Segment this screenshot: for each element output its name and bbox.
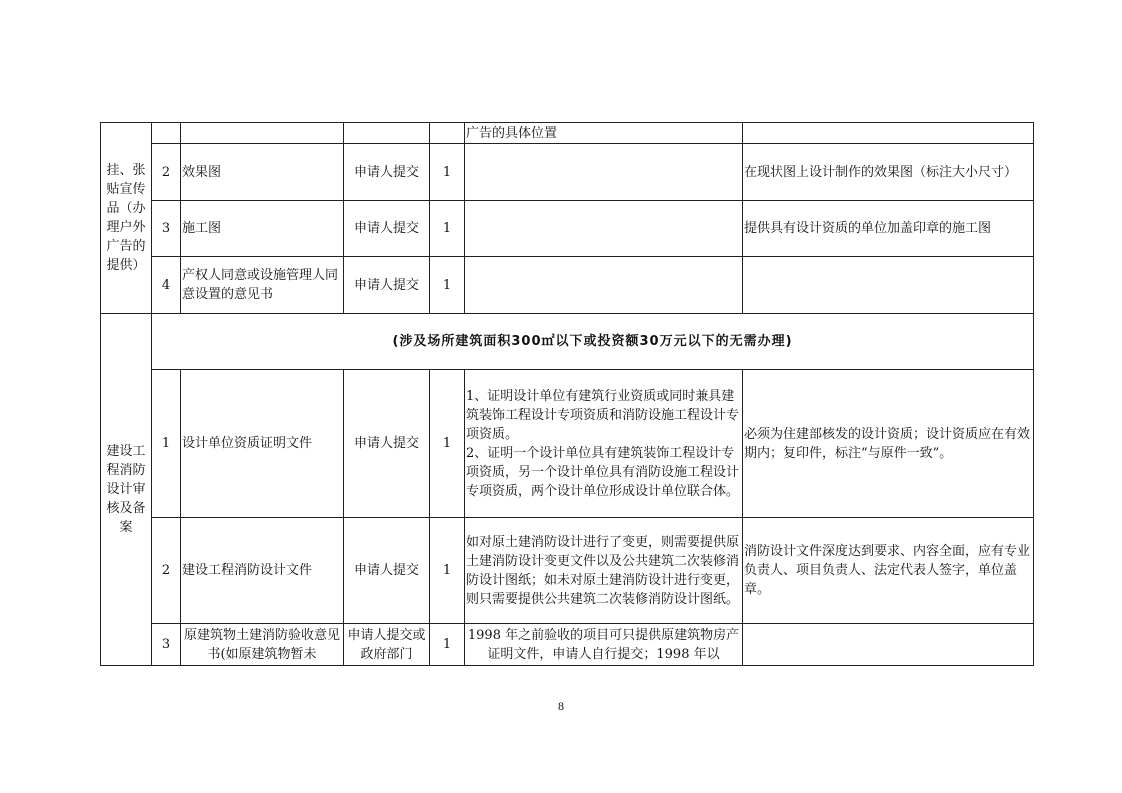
item-number: 1 <box>152 370 181 518</box>
item-name <box>181 123 344 144</box>
table-row <box>101 123 1034 144</box>
item-name: 建设工程消防设计文件 <box>181 518 344 624</box>
item-number <box>152 123 181 144</box>
table-row <box>101 201 1034 257</box>
category-cell: 建设工程消防设计审核及备案 <box>101 314 152 666</box>
page-number: 8 <box>558 699 564 713</box>
item-note: 消防设计文件深度达到要求、内容全面，应有专业负责人、项目负责人、法定代表人签字，单位盖章。 <box>743 518 1034 624</box>
item-note <box>743 257 1034 314</box>
item-submitter: 申请人提交 <box>344 144 430 201</box>
item-requirement: 1998 年之前验收的项目可只提供原建筑物房产证明文件，申请人自行提交；1998 年以 <box>465 624 743 666</box>
table-row <box>101 624 1034 666</box>
item-number: 4 <box>152 257 181 314</box>
item-count: 1 <box>430 624 465 666</box>
item-name: 设计单位资质证明文件 <box>181 370 344 518</box>
item-submitter: 申请人提交或政府部门 <box>344 624 430 666</box>
item-requirement <box>465 257 743 314</box>
item-requirement <box>465 144 743 201</box>
item-submitter <box>344 123 430 144</box>
item-note <box>743 624 1034 666</box>
table-row <box>101 370 1034 518</box>
item-name: 效果图 <box>181 144 344 201</box>
table-row <box>101 257 1034 314</box>
section-banner: (涉及场所建筑面积300㎡以下或投资额30万元以下的无需办理) <box>152 314 1034 370</box>
item-note: 在现状图上设计制作的效果图（标注大小尺寸） <box>743 144 1034 201</box>
item-name: 施工图 <box>181 201 344 257</box>
item-note: 提供具有设计资质的单位加盖印章的施工图 <box>743 201 1034 257</box>
table-row <box>101 314 1034 370</box>
item-submitter: 申请人提交 <box>344 370 430 518</box>
item-submitter: 申请人提交 <box>344 518 430 624</box>
item-number: 2 <box>152 518 181 624</box>
item-count: 1 <box>430 518 465 624</box>
item-note: 必须为住建部核发的设计资质；设计资质应在有效期内；复印件，标注“与原件一致”。 <box>743 370 1034 518</box>
item-number: 3 <box>152 624 181 666</box>
item-count: 1 <box>430 144 465 201</box>
item-count: 1 <box>430 370 465 518</box>
category-cell: 挂、张贴宣传品（办理户外广告的提供） <box>101 123 152 314</box>
item-submitter: 申请人提交 <box>344 201 430 257</box>
item-note <box>743 123 1034 144</box>
item-name: 原建筑物土建消防验收意见书(如原建筑物暂未 <box>181 624 344 666</box>
item-submitter: 申请人提交 <box>344 257 430 314</box>
item-count: 1 <box>430 201 465 257</box>
item-requirement: 1、证明设计单位有建筑行业资质或同时兼具建筑装饰工程设计专项资质和消防设施工程设计专项资质。 2、证明一个设计单位具有建筑装饰工程设计专项资质，另一个设计单位具有消防设施工程设计专项资质，两个设计单位形成设计单位联合体。 <box>465 370 743 518</box>
item-requirement: 如对原土建消防设计进行了变更，则需要提供原土建消防设计变更文件以及公共建筑二次装修消防设计图纸；如未对原土建消防设计进行变更，则只需要提供公共建筑二次装修消防设计图纸。 <box>465 518 743 624</box>
item-number: 2 <box>152 144 181 201</box>
item-name: 产权人同意或设施管理人同意设置的意见书 <box>181 257 344 314</box>
materials-table <box>100 122 1034 666</box>
item-requirement <box>465 201 743 257</box>
item-count <box>430 123 465 144</box>
item-number: 3 <box>152 201 181 257</box>
table-row <box>101 518 1034 624</box>
table-row <box>101 144 1034 201</box>
item-count: 1 <box>430 257 465 314</box>
item-requirement: 广告的具体位置 <box>465 123 743 144</box>
